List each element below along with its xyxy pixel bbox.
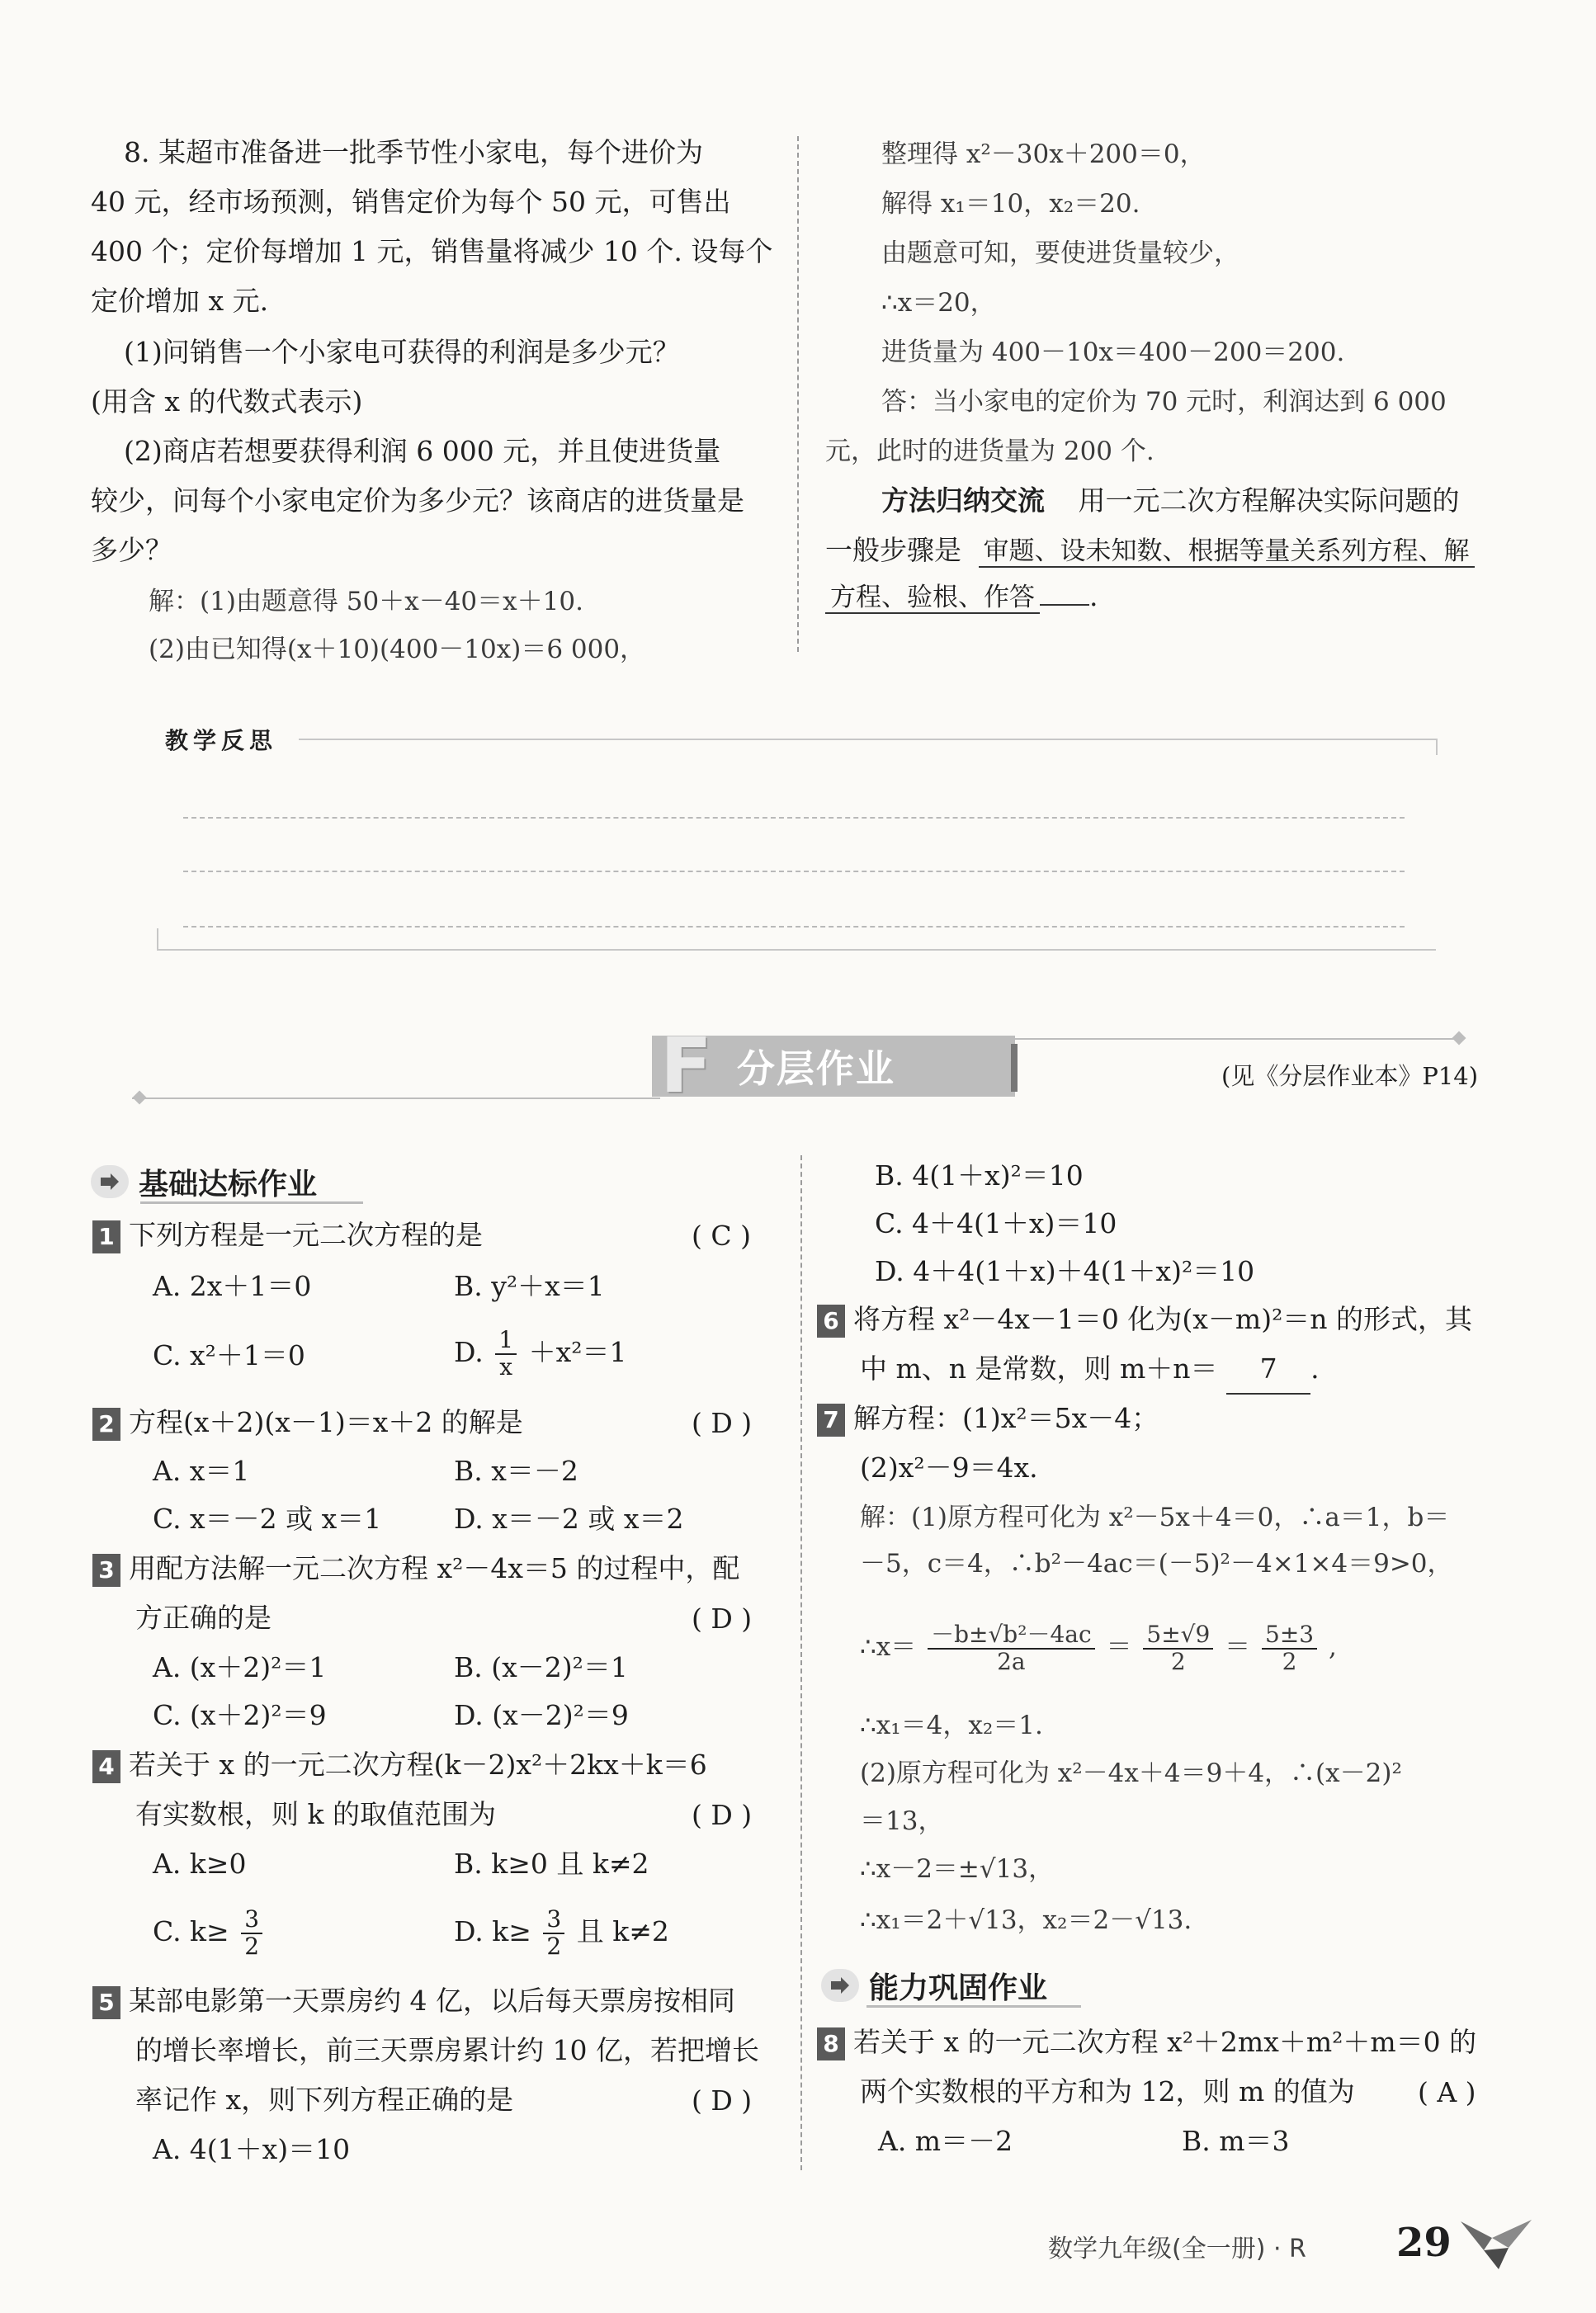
column-divider bbox=[800, 1155, 802, 2170]
method-label: 方法归纳交流 bbox=[881, 484, 1045, 517]
option-c: C. 4＋4(1＋x)＝10 bbox=[875, 1207, 1117, 1239]
option-a: A. 2x＋1＝0 bbox=[153, 1270, 312, 1302]
divider bbox=[157, 949, 1436, 951]
option-d bbox=[454, 1324, 626, 1381]
formula-end: , bbox=[1328, 1632, 1337, 1662]
option-text: 且 k≠2 bbox=[576, 1915, 669, 1947]
divider bbox=[140, 1201, 363, 1204]
question-number: 7 bbox=[817, 1404, 845, 1437]
method-end: . bbox=[1089, 580, 1098, 612]
solution-line: 解：(1)由题意得 50＋x－40＝x＋10. bbox=[149, 587, 583, 616]
question-number: 1 bbox=[92, 1220, 120, 1253]
option-c: C. x＝－2 或 x＝1 bbox=[153, 1503, 382, 1535]
diamond-icon bbox=[133, 1091, 147, 1105]
arrow-icon bbox=[821, 1969, 859, 2002]
section-title: 基础达标作业 bbox=[139, 1167, 318, 1201]
text-line: 定价增加 x 元. bbox=[91, 285, 269, 317]
question-stem-2: 有实数根，则 k 的取值范围为 bbox=[135, 1798, 496, 1830]
question-stem-text: 中 m、n 是常数，则 m＋n＝ bbox=[860, 1352, 1218, 1385]
question-number: 5 bbox=[92, 1986, 120, 2019]
divider bbox=[299, 739, 1438, 740]
solution-line: －5，c＝4，∴b²－4ac＝(－5)²－4×1×4＝9>0， bbox=[860, 1549, 1453, 1579]
solution-line: 进货量为 400－10x＝400－200＝200. bbox=[881, 338, 1345, 367]
answer-choice: ( A ) bbox=[1418, 2076, 1476, 2108]
answer-choice: ( D ) bbox=[692, 1407, 753, 1439]
equals-sign: ＝ bbox=[1106, 1632, 1132, 1662]
question-number: 4 bbox=[92, 1750, 120, 1783]
answer-choice: ( D ) bbox=[692, 2084, 753, 2117]
option-text: D. k≥ bbox=[454, 1915, 531, 1947]
layered-homework-banner bbox=[652, 1022, 1015, 1110]
option-b: B. y²＋x＝1 bbox=[454, 1270, 605, 1302]
question-number: 8 bbox=[817, 2027, 845, 2060]
reflection-title: 教学反思 bbox=[165, 727, 278, 754]
question-number: 3 bbox=[92, 1554, 120, 1587]
fraction-denominator: 2 bbox=[1282, 1647, 1297, 1675]
solution-line: 元，此时的进货量为 200 个. bbox=[825, 437, 1155, 466]
fraction-denominator: x bbox=[499, 1353, 513, 1381]
text-line: 8. 某超市准备进一批季节性小家电，每个进价为 bbox=[124, 136, 703, 168]
formula-prefix: ∴x＝ bbox=[860, 1632, 917, 1662]
option-d: D. (x－2)²＝9 bbox=[454, 1699, 629, 1731]
divider bbox=[1436, 739, 1438, 755]
option-c: C. (x＋2)²＝9 bbox=[153, 1699, 327, 1731]
text-line: 较少，问每个小家电定价为多少元？该商店的进货量是 bbox=[91, 484, 744, 517]
divider bbox=[866, 2005, 1081, 2008]
solution-line: ∴x－2＝±√13， bbox=[860, 1854, 1055, 1884]
page-number: 29 bbox=[1396, 2220, 1452, 2266]
option-c: C. x²＋1＝0 bbox=[153, 1339, 305, 1371]
solution-line: 解得 x₁＝10，x₂＝20. bbox=[881, 189, 1140, 219]
answer-choice: ( C ) bbox=[692, 1220, 751, 1252]
question-stem: 若关于 x 的一元二次方程 x²＋2mx＋m²＋m＝0 的 bbox=[853, 2026, 1477, 2058]
banner-edge bbox=[1011, 1044, 1018, 1092]
origami-crane-icon bbox=[1459, 2213, 1533, 2274]
fraction-numerator: 5±3 bbox=[1262, 1622, 1317, 1650]
method-line-3 bbox=[825, 573, 1098, 621]
solution-line: ＝13， bbox=[860, 1806, 944, 1836]
question-stem: 下列方程是一元二次方程的是 bbox=[129, 1219, 483, 1251]
fraction-denominator: 2a bbox=[997, 1647, 1026, 1675]
solution-line: 解：(1)原方程可化为 x²－5x＋4＝0，∴a＝1，b＝ bbox=[860, 1503, 1450, 1532]
equals-sign: ＝ bbox=[1225, 1632, 1251, 1662]
option-d: D. x＝－2 或 x＝2 bbox=[454, 1503, 684, 1535]
banner-letter: F bbox=[660, 1022, 712, 1110]
method-answer: 审题、设未知数、根据等量关系列方程、解 bbox=[979, 536, 1475, 568]
writing-line bbox=[183, 871, 1405, 872]
fraction-numerator: 3 bbox=[241, 1907, 262, 1934]
method-line-2 bbox=[825, 526, 1475, 575]
solution-line: ∴x＝20， bbox=[881, 288, 996, 318]
question-stem: 方程(x＋2)(x－1)＝x＋2 的解是 bbox=[129, 1406, 523, 1438]
solution-line: 由题意可知，要使进货量较少， bbox=[881, 238, 1239, 268]
question-stem-2: 两个实数根的平方和为 12，则 m 的值为 bbox=[860, 2075, 1355, 2108]
option-b: B. 4(1＋x)²＝10 bbox=[875, 1159, 1084, 1192]
method-answer: 方程、验根、作答 bbox=[825, 583, 1040, 614]
ability-section-header bbox=[821, 1962, 1047, 2009]
solution-line: ∴x₁＝4，x₂＝1. bbox=[860, 1711, 1043, 1740]
option-text: ＋x²＝1 bbox=[528, 1336, 627, 1368]
question-stem: 将方程 x²－4x－1＝0 化为(x－m)²＝n 的形式，其 bbox=[853, 1303, 1473, 1335]
text-line: 400 个；定价每增加 1 元，销售量将减少 10 个. 设每个 bbox=[91, 235, 773, 267]
text-line: (2)x²－9＝4x. bbox=[860, 1452, 1038, 1484]
option-text: C. k≥ bbox=[153, 1915, 229, 1947]
question-stem: 若关于 x 的一元二次方程(k－2)x²＋2kx＋k＝6 bbox=[129, 1749, 707, 1781]
question-stem-2: 方正确的是 bbox=[135, 1602, 272, 1634]
solution-line: (2)由已知得(x＋10)(400－10x)＝6 000， bbox=[149, 635, 646, 664]
text-line: 40 元，经市场预测，销售定价为每个 50 元，可售出 bbox=[91, 186, 731, 218]
solution-line: 答：当小家电的定价为 70 元时，利润达到 6 000 bbox=[881, 387, 1447, 417]
option-a: A. k≥0 bbox=[153, 1848, 247, 1880]
option-b: B. (x－2)²＝1 bbox=[454, 1651, 628, 1683]
section-title: 能力巩固作业 bbox=[869, 1971, 1048, 2005]
sentence-end: . bbox=[1310, 1352, 1320, 1385]
question-number: 6 bbox=[817, 1305, 845, 1338]
fraction-numerator: 3 bbox=[543, 1907, 564, 1934]
column-divider bbox=[797, 136, 799, 652]
question-stem: 用配方法解一元二次方程 x²－4x＝5 的过程中，配 bbox=[129, 1552, 740, 1584]
solution-line: 整理得 x²－30x＋200＝0， bbox=[881, 139, 1206, 169]
option-a: A. m＝－2 bbox=[878, 2125, 1013, 2157]
option-d: D. 4＋4(1＋x)＋4(1＋x)²＝10 bbox=[875, 1255, 1255, 1287]
basic-section-header bbox=[91, 1159, 317, 1205]
writing-line bbox=[183, 817, 1405, 819]
fraction-numerator: 5±√9 bbox=[1143, 1622, 1213, 1650]
option-a: A. (x＋2)²＝1 bbox=[153, 1651, 327, 1683]
solution-line: (2)原方程可化为 x²－4x＋4＝9＋4，∴(x－2)² bbox=[860, 1758, 1402, 1788]
fraction-numerator: －b±√b²－4ac bbox=[928, 1622, 1095, 1650]
answer-choice: ( D ) bbox=[692, 1799, 753, 1831]
arrow-icon bbox=[91, 1165, 129, 1198]
option-d bbox=[454, 1903, 669, 1961]
text-line: 多少？ bbox=[91, 534, 172, 566]
fraction-numerator: 1 bbox=[495, 1328, 517, 1355]
option-a: A. 4(1＋x)＝10 bbox=[153, 2133, 351, 2165]
answer-choice: ( D ) bbox=[692, 1603, 753, 1635]
option-b: B. k≥0 且 k≠2 bbox=[454, 1848, 649, 1880]
question-stem: 解方程：(1)x²＝5x－4； bbox=[853, 1402, 1159, 1434]
question-stem-2: 的增长率增长，前三天票房累计约 10 亿，若把增长 bbox=[135, 2034, 759, 2066]
writing-line bbox=[183, 926, 1405, 928]
banner-title: 分层作业 bbox=[736, 1046, 895, 1091]
fraction-denominator: 2 bbox=[546, 1933, 562, 1960]
quadratic-formula bbox=[860, 1614, 1337, 1680]
fraction-denominator: 2 bbox=[244, 1933, 260, 1960]
method-prefix: 一般步骤是 bbox=[825, 534, 961, 566]
option-b: B. x＝－2 bbox=[454, 1455, 578, 1487]
text-line: (1)问销售一个小家电可获得的利润是多少元？ bbox=[124, 336, 680, 368]
divider bbox=[1015, 1038, 1461, 1040]
question-stem-3: 率记作 x，则下列方程正确的是 bbox=[135, 2084, 514, 2116]
text-line: (2)商店若想要获得利润 6 000 元，并且使进货量 bbox=[124, 435, 721, 467]
question-stem-2 bbox=[860, 1345, 1320, 1395]
solution-line: ∴x₁＝2＋√13，x₂＝2－√13. bbox=[860, 1905, 1192, 1935]
question-number: 2 bbox=[92, 1408, 120, 1441]
fill-blank-answer: 7 bbox=[1226, 1345, 1310, 1395]
divider bbox=[132, 1097, 660, 1099]
book-title: 数学九年级(全一册) · R bbox=[1048, 2235, 1306, 2263]
option-a: A. x＝1 bbox=[153, 1455, 250, 1487]
text-line: (用含 x 的代数式表示) bbox=[91, 385, 363, 418]
option-b: B. m＝3 bbox=[1182, 2125, 1290, 2157]
divider bbox=[157, 928, 158, 949]
diamond-icon bbox=[1452, 1031, 1466, 1046]
method-summary bbox=[881, 477, 1460, 525]
method-text: 用一元二次方程解决实际问题的 bbox=[1078, 484, 1460, 517]
homework-reference: (见《分层作业本》P14) bbox=[1221, 1062, 1479, 1090]
question-stem: 某部电影第一天票房约 4 亿，以后每天票房按相同 bbox=[129, 1985, 735, 2017]
option-c bbox=[153, 1903, 266, 1961]
fraction-denominator: 2 bbox=[1170, 1647, 1186, 1675]
option-label: D. bbox=[454, 1336, 484, 1368]
